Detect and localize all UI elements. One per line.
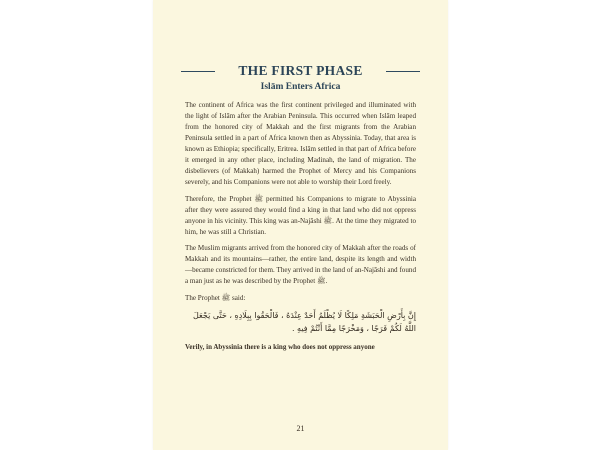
paragraph: The continent of Africa was the first continent privileged and illuminated with the light of Islām after the Arabian Peninsula. This occurred when Islām leaped from the honored city of Makkah and the first migrants from the Arabian Peninsula settled in a part of Africa known then as Abyssinia. Today, that area is known as Ethiopia; specifically, Eritrea. Islām settled in that part of Africa before it emerged in any other place, including Madinah, the land of migration. The disbelievers (of Makkah) harmed the Prophet of Mercy and his Companions severely, and his Companions were not able to worship their Lord freely. [185, 101, 416, 186]
paragraph: Therefore, the Prophet ﷺ permitted his Companions to migrate to Abyssinia after they were assured they would find a king in that land who did not oppress anyone in his vicinity. This king was an-Najāshi ﷺ. At the time they migrated to him, he was still a Christian. [185, 194, 416, 236]
body-text [185, 100, 416, 353]
paragraph: The Prophet ﷺ said: [185, 293, 246, 302]
page-number: 21 [296, 424, 305, 433]
book-page [153, 0, 448, 450]
chapter-title: THE FIRST PHASE [238, 63, 363, 78]
chapter-title-row [171, 63, 430, 79]
title-rule-right [386, 71, 420, 72]
quote-translation: Verily, in Abyssinia there is a king who does not oppress anyone [185, 343, 375, 351]
chapter-subtitle: Islām Enters Africa [260, 82, 341, 92]
paragraph: The Muslim migrants arrived from the honored city of Makkah after the roads of Makkah and its mountains—rather, the entire land, despite its length and width—became constricted for them. They arrived in the land of an-Najāshi and found a man just as he was described by the Prophet ﷺ. [185, 244, 416, 285]
arabic-quote: إِنَّ بِأَرْضِ الْحَبَشَةِ مَلِكًا لَا يُظْلَمُ أَحَدٌ عِنْدَهُ ، فَالْحَقُوا بِبِلَادِهِ ، حَتَّى يَجْعَلَ اللَّهُ لَكُمْ فَرَجًا ، وَمَخْرَجًا مِمَّا أَنْتُمْ فِيهِ . [192, 311, 416, 333]
